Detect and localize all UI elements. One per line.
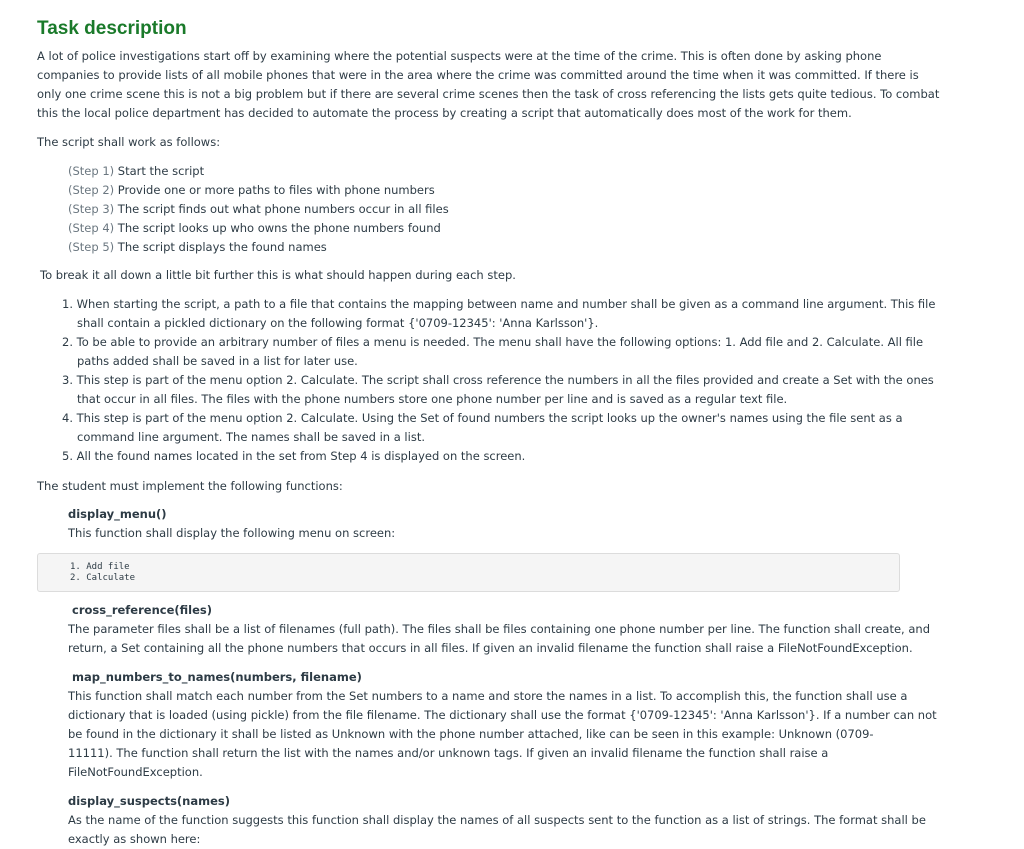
function-desc: As the name of the function suggests this function shall display the names of all suspects sent to the function as a list of strings. The format shall be — [68, 813, 926, 827]
intro-line: this the local police department has decided to automate the process by creating a script that automatically does most of the work for them. — [37, 106, 852, 120]
code-line: 2. Calculate — [70, 573, 136, 583]
function-desc: exactly as shown here: — [68, 832, 201, 846]
function-desc: The parameter files shall be a list of filenames (full path). The files shall be files containing one phone number per line. The function shall create, and — [68, 622, 931, 636]
breakdown-intro: To break it all down a little bit further this is what should happen during each step. — [40, 268, 516, 282]
function-desc: dictionary that is loaded (using pickle) from the file filename. The dictionary shall use the format {'0709-12345': 'Anna Karlsson'}. If a number can not — [68, 708, 937, 722]
function-desc: This function shall match each number from the Set numbers to a name and store the names in a list. To accomplish this, the function shall use a — [68, 689, 908, 703]
script-intro: The script shall work as follows: — [37, 135, 221, 149]
function-name-cross-reference: cross_reference(files) — [72, 603, 212, 617]
numbered-item: 1. When starting the script, a path to a file that contains the mapping between name and number shall be given as a command line argument. This file — [62, 297, 936, 311]
intro-line: companies to provide lists of all mobile phones that were in the area where the crime was committed around the time when it was committed. If there is — [37, 68, 919, 82]
intro-line: A lot of police investigations start off by examining where the potential suspects were at the time of the crime. This is often done by asking phone — [37, 49, 882, 63]
step-item: (Step 1) Start the script — [68, 164, 205, 178]
function-desc: return, a Set containing all the phone numbers that occurs in all files. If given an invalid filename the function shall raise a FileNotFoundException. — [68, 641, 913, 655]
numbered-item: 5. All the found names located in the set from Step 4 is displayed on the screen. — [62, 449, 526, 463]
function-desc: 11111). The function shall return the list with the names and/or unknown tags. If given an invalid filename the function shall raise a — [68, 746, 829, 760]
function-desc: This function shall display the following menu on screen: — [68, 526, 396, 540]
numbered-item-cont: shall contain a pickled dictionary on the following format {'0709-12345': 'Anna Karlsson'}. — [77, 316, 599, 330]
numbered-item: 3. This step is part of the menu option 2. Calculate. The script shall cross reference the numbers in all the files provided and create a Set with the ones — [62, 373, 934, 387]
numbered-item-cont: that occur in all files. The files with the phone numbers store one phone number per line and is saved as a regular text file. — [77, 392, 788, 406]
step-item: (Step 3) The script finds out what phone numbers occur in all files — [68, 202, 449, 216]
numbered-item: 2. To be able to provide an arbitrary number of files a menu is needed. The menu shall have the following options: 1. Add file and 2. Calculate. All file — [62, 335, 924, 349]
code-line: 1. Add file — [70, 562, 130, 572]
code-block — [37, 553, 900, 592]
function-name-map-numbers: map_numbers_to_names(numbers, filename) — [72, 670, 362, 684]
function-desc: FileNotFoundException. — [68, 765, 203, 779]
functions-intro: The student must implement the following functions: — [37, 479, 343, 493]
page-title: Task description — [37, 18, 187, 39]
step-item: (Step 5) The script displays the found names — [68, 240, 327, 254]
function-desc: be found in the dictionary it shall be listed as Unknown with the phone number attached, like can be seen in this example: Unknown (0709- — [68, 727, 874, 741]
numbered-item: 4. This step is part of the menu option 2. Calculate. Using the Set of found numbers the script looks up the owner's names using the file sent as a — [62, 411, 903, 425]
numbered-item-cont: command line argument. The names shall be saved in a list. — [77, 430, 425, 444]
function-name-display-suspects: display_suspects(names) — [68, 794, 230, 808]
step-item: (Step 4) The script looks up who owns the phone numbers found — [68, 221, 441, 235]
intro-line: only one crime scene this is not a big problem but if there are several crime scenes then the task of cross referencing the lists gets quite tedious. To combat — [37, 87, 940, 101]
numbered-item-cont: paths added shall be saved in a list for later use. — [77, 354, 358, 368]
function-name-display-menu: display_menu() — [68, 507, 167, 521]
step-item: (Step 2) Provide one or more paths to files with phone numbers — [68, 183, 435, 197]
